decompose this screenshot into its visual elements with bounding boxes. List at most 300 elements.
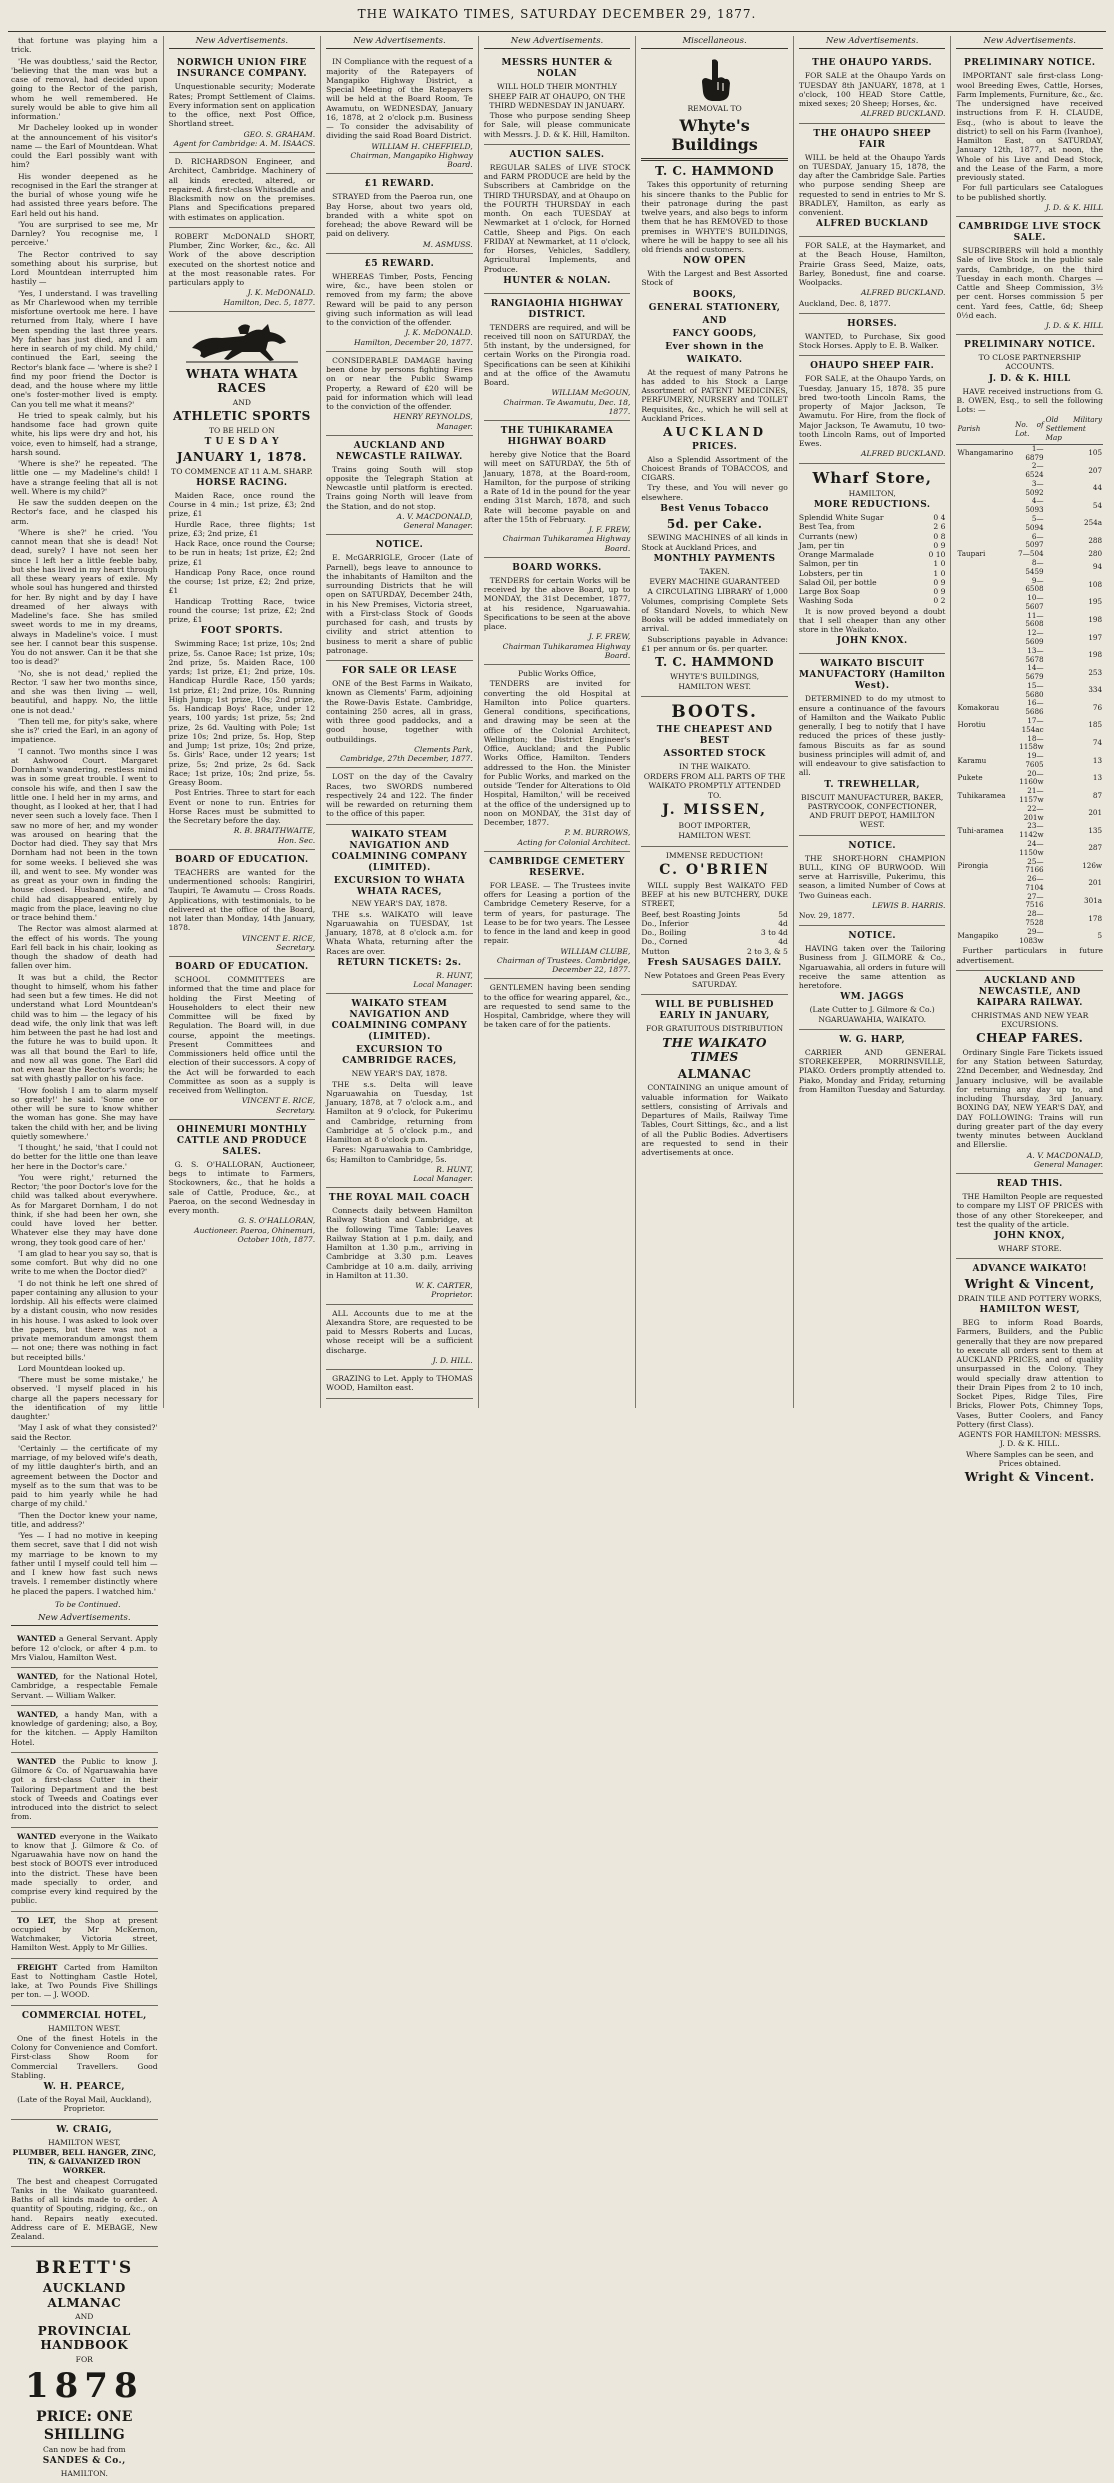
price-row: [641, 919, 788, 928]
boots-title: BOOTS.: [671, 702, 758, 723]
ad-title: W. G. HARP,: [839, 1034, 906, 1045]
small-ad: [11, 1828, 158, 1912]
ad-signature: W. K. CARTER,: [415, 1281, 473, 1291]
column-head: New Advertisements.: [799, 36, 946, 49]
table-row: [956, 822, 1103, 840]
price-row: [799, 596, 946, 605]
wright-trade: DRAIN TILE AND POTTERY WORKS,: [957, 1293, 1102, 1303]
story-paragraph: 'Then tell me, for pity's sake, where she is?' cried the Earl, in an agony of impatience.: [11, 716, 158, 745]
price-item: Splendid White Sugar: [798, 513, 884, 523]
almanac-price: PRICE: ONE SHILLING: [36, 2409, 133, 2443]
almanac-line-4: PROVINCIAL HANDBOOK: [37, 2323, 131, 2353]
notice-ad: [326, 436, 473, 536]
table-cell: 13—5678: [1025, 645, 1044, 664]
story-paragraph: 'Yes — I had no motive in keeping them secret, save that I did not wish my marriage to be known to my father until I myself could tell him — and I knew how fast such news travels. I remember distinctly where he placed the papers. I watched him.': [11, 1531, 158, 1596]
ad-signature-line: Agent for Cambridge: A. M. ISAACS.: [173, 138, 316, 148]
excursion-cambridge-ad: [326, 994, 473, 1188]
races-entries: Post Entries. Three to start for each Event or none to run. Entries for Horse Races must be submitted to the Secretary before the day.: [168, 788, 316, 826]
obrien-price-list: [641, 910, 788, 956]
ad-body: CARRIER AND GENERAL STOREKEEPER, MORRINSVILLE, PIAKO. Orders promptly attended to. Piako, Monday and Friday, returning from Hamilton Tuesday and Saturday.: [798, 1047, 946, 1094]
tuhikaramea-board-ad: [484, 421, 631, 558]
ad-body: WILL HOLD THEIR MONTHLY SHEEP FAIR AT OHAUPO, ON THE THIRD WEDNESDAY IN JANUARY.: [488, 82, 626, 110]
table-cell: 15—5680: [1025, 680, 1044, 699]
ad-body: G. S. O'HALLORAN, Auctioneer, begs to intimate to Farmers, Stockowners, &c., that he holds a sale of Cattle, Produce, &c., at Paeroa, on the second Wednesday in every month.: [168, 1159, 316, 1216]
racehorse-icon: [182, 318, 302, 364]
price-row: [641, 910, 788, 919]
small-ad-text: [11, 1757, 158, 1822]
table-row: [956, 515, 1103, 533]
stock-line: BOOKS,: [692, 289, 737, 300]
hammond-patent: At the request of many Patrons he has added to his Stock a Large Assortment of PATENT MEDICINES, PERFUMERY, NURSERY and TOILET Requisites, &c., which he will sell at Auckland Prices.: [641, 367, 788, 423]
ad-body: THE SHORT-HORN CHAMPION BULL, KING OF BURWOOD. Will serve at Harrisville, Pukerimu, this season, a limited Number of Cows at Two Guineas each.: [798, 853, 946, 900]
ad-signature-line: General Manager.: [403, 521, 473, 531]
table-header-cell: Parish: [956, 415, 1014, 444]
races-signature: R. B. BRAITHWAITE,: [233, 826, 316, 836]
hammond-library: A CIRCULATING LIBRARY of 1,000 Volumes, comprising Complete Sets of Standard Novels, to which New Books will be added immediately on arrival.: [641, 587, 788, 634]
race-event: Handicap Trotting Race, twice round the course; 1st prize, £2; 2nd prize, £1: [168, 596, 316, 625]
boots-sig-3: HAMILTON WEST.: [678, 831, 751, 841]
table-cell: Whangamarino: [957, 448, 1014, 458]
ad-title: AUCTION SALES.: [509, 149, 605, 160]
small-ad: [11, 1753, 158, 1828]
almanac-line-2: AUCKLAND ALMANAC: [42, 2281, 126, 2310]
table-row: [956, 787, 1103, 805]
story-paragraph: 'May I ask of what they consisted?' said the Rector.: [11, 1423, 158, 1442]
public-works-ad: [484, 665, 631, 852]
race-event: Handicap Pony Race, once round the course; 1st prize, £2; 2nd prize, £1: [168, 567, 316, 596]
table-cell: 254a: [1084, 518, 1103, 528]
table-row: [956, 893, 1103, 911]
story-paragraph: His wonder deepened as he recognised in the Earl the stranger at the burial of whose young wife he had assisted three years before. The Earl held out his hand.: [11, 171, 158, 218]
column-head: New Advertisements.: [326, 36, 473, 49]
table-cell: 108: [1088, 579, 1103, 589]
small-ad-text: [11, 1634, 158, 1662]
boots-sig-2: BOOT IMPORTER,: [678, 821, 751, 831]
table-cell: 7—504: [1018, 549, 1044, 559]
story-paragraph: 'I do not think he left one shred of paper containing any allusion to your lordship. All his effects were claimed by a distant cousin, who now resides in his house. I was asked to look over the papers, but there was not a private memorandum amongst them — not one; there was nothing in fact but receipted bills.': [11, 1278, 158, 1362]
pointing-hand-icon: [698, 58, 732, 102]
auction-sales-ad: [484, 145, 631, 294]
ad-title: THE OHAUPO SHEEP FAIR: [813, 128, 931, 150]
ad-signature-title: General Manager.: [1033, 1159, 1104, 1169]
ad-signature: ALFRED BUCKLAND.: [861, 288, 946, 298]
stock-line: Ever shown in the: [665, 341, 764, 352]
advance-waikato: ADVANCE WAIKATO!: [972, 1264, 1087, 1275]
price-item: Beef, best Roasting Joints: [641, 909, 741, 919]
price-value: 0 9: [933, 577, 946, 587]
table-cell: 24—1150w: [1019, 838, 1044, 857]
haymarket-ad: [799, 237, 946, 314]
notice-ad: [326, 254, 473, 352]
ad-signature: J. K. McDONALD.: [247, 288, 316, 298]
ad-body: One of the finest Hotels in the Colony for Convenience and Comfort. First-class Show Room for Commercial Travellers. Good Stabling.: [11, 2033, 158, 2080]
table-cell: 27—7516: [1025, 891, 1044, 910]
price-item: Jam, per tin: [798, 540, 845, 550]
price-item: Washing Soda: [798, 596, 854, 606]
table-cell: 201: [1088, 808, 1103, 818]
lots-table-body: [956, 444, 1103, 945]
ad-body: STRAYED from the Paeroa run, one Bay Horse, about two years old, branded with a white spot on forehead; the above Reward will be paid on delivery.: [326, 192, 473, 239]
almanac-year: 1878: [24, 2366, 144, 2406]
excursion-whata-ad: [326, 825, 473, 995]
auckland-word: AUCKLAND: [663, 425, 767, 440]
stock-line: WAIKATO.: [686, 354, 743, 365]
ad-title: £1 REWARD.: [364, 179, 435, 190]
column-1: [6, 36, 164, 2478]
ad-signature-line: Chairman. Te Awamutu, Dec. 18, 1877.: [503, 397, 631, 416]
ad-signature-line: Chairman of Trustees. Cambridge, December 22, 1877.: [496, 955, 631, 975]
ad-signature: A. V. MACDONALD,: [396, 511, 473, 521]
table-cell: 19—7605: [1025, 751, 1044, 769]
notice-ad: [326, 1305, 473, 1371]
masthead: [0, 0, 1114, 34]
story-paragraph: 'No, she is not dead,' replied the Rector. 'I saw her two months since, and she was then living — well, beautiful, and happy. No, the little one is not dead.': [11, 668, 158, 715]
table-cell: 76: [1092, 702, 1103, 712]
table-cell: 18—1158w: [1019, 733, 1044, 752]
small-ad-body: a handy Man, with a knowledge of gardening; also, a Boy, for the kitchen. — Apply Hamilton Hotel.: [11, 1709, 158, 1747]
ad-signature: JOHN KNOX,: [994, 1231, 1066, 1242]
ad-signature: G. S. O'HALLORAN,: [238, 1216, 316, 1226]
table-row: [956, 497, 1103, 515]
hammond-lines: [641, 290, 788, 366]
price-item: Orange Marmalade: [798, 550, 874, 560]
small-ad-head: WANTED,: [17, 1709, 59, 1719]
notice-ad: [169, 228, 316, 312]
ad-body: IMPORTANT sale first-class Long-wool Breeding Ewes, Cattle, Horses, Farm Implements, Furniture, &c., &c. The undersigned have received instructions from F. H. CLAUDE, Esq., (who is about to leave the district) to sell on his Farm (Ivanhoe), Hamilton East, on SATURDAY, January 12th, 1877, at noon, the Whole of his Live and Dead Stock, and the Lease of the Farm, a more previously stated.: [956, 71, 1104, 183]
table-cell: Pukete: [957, 773, 983, 783]
story-paragraph: He tried to speak calmly, but his handsome face had grown quite white, his lips were dry and hot, his voice, even to himself, had a strange, harsh sound.: [11, 410, 158, 457]
almanac-seller: SANDES & Co.,: [42, 2455, 126, 2466]
ad-signature-line: Chairman Tuhikaramea Highway Board.: [502, 641, 631, 660]
ad-title: AUCKLAND AND NEWCASTLE, AND KAIPARA RAILWAY.: [976, 975, 1083, 1008]
ohinemuri-sales-ad: [169, 1120, 316, 1248]
table-cell: 13: [1092, 773, 1103, 783]
table-cell: [956, 594, 1014, 612]
table-row: [956, 550, 1103, 559]
wharf-signature: JOHN KNOX.: [836, 636, 908, 647]
table-cell: 28—7528: [1025, 909, 1044, 927]
ad-title: EXCURSION TO WHATA WHATA RACES,: [333, 875, 465, 897]
boots-line-1: THE CHEAPEST AND BEST: [656, 725, 773, 747]
ad-signature: WILLIAM McGOUN,: [551, 388, 631, 398]
story-paragraph: 'How foolish I am to alarm myself so greatly!' he said. 'Some one or other will be sure to know whither the woman has gone. She may have taken the child with her, and be living quietly somewhere.': [11, 1085, 158, 1141]
table-cell: 288: [1088, 536, 1103, 545]
masthead-title: THE WAIKATO TIMES, SATURDAY DECEMBER 29, 1877.: [357, 7, 757, 21]
price-item: Do., Inferior: [641, 918, 689, 928]
table-row: [956, 533, 1103, 551]
hammond-stock: With the Largest and Best Assorted Stock of: [641, 269, 788, 288]
wharf-note: It is now proved beyond a doubt that I sell cheaper than any other store in the Waikato.: [798, 606, 946, 635]
column-3-tail: [326, 1305, 473, 1399]
table-cell: 253: [1088, 667, 1103, 677]
boots-signature: J. MISSEN,: [662, 801, 767, 818]
ad-title: W. CRAIG,: [56, 2124, 113, 2135]
ad-title: Public Works Office,: [518, 669, 597, 679]
wharf-price-list: [799, 513, 946, 606]
wright-vincent-ad: [956, 1259, 1103, 1490]
ad-body: FOR LEASE. — The Trustees invite offers for Leasing a portion of the Cambridge Cemetery Reserve, for a term of years, for pasturage. The Lease to be for two years. The Lessee to fence in the land and keep in good repair.: [483, 880, 631, 946]
venus-price: 5d. per Cake.: [666, 516, 763, 531]
ad-body: Unquestionable security; Moderate Rates; Prompt Settlement of Claims. Every information sent on application to the office, next Post Office, Shortland street.: [168, 82, 316, 129]
table-cell: [956, 533, 1014, 551]
now-open: NOW OPEN: [683, 256, 747, 267]
price-item: Do., Boiling: [641, 928, 687, 938]
table-cell: 8—5459: [1025, 557, 1044, 576]
notice-ad: [169, 53, 316, 153]
table-cell: [956, 647, 1014, 665]
wharf-sub: HAMILTON,: [848, 488, 896, 498]
times-almanac: ALMANAC: [677, 1066, 752, 1081]
table-cell: 135: [1088, 825, 1103, 835]
table-cell: [956, 893, 1014, 911]
price-value: 1 0: [933, 568, 946, 578]
horses-wanted-ad: [799, 314, 946, 356]
ad-body: WANTED, to Purchase, Six good Stock Horses. Apply to E. B. Walker.: [798, 331, 946, 351]
column-3-ads: [326, 53, 473, 824]
ad-title: BOARD WORKS.: [512, 562, 602, 573]
ad-signature-line: (Late of the Royal Mail, Auckland), Proprietor.: [17, 2095, 152, 2114]
table-cell: 4—5093: [1025, 496, 1044, 515]
table-cell: 94: [1092, 562, 1103, 572]
reduction-head: IMMENSE REDUCTION!: [665, 850, 764, 860]
table-row: [956, 752, 1103, 770]
table-cell: 74: [1092, 737, 1103, 747]
ad-body: ROBERT McDONALD SHORT, Plumber, Zinc Worker, &c., &c. All Work of the above description executed on the shortest notice and at the most reasonable rates. For particulars apply to: [168, 231, 316, 288]
stock-line: AND: [702, 315, 727, 326]
hammond-subs: Subscriptions payable in Advance: £1 per annum or 6s. per quarter.: [641, 634, 788, 653]
table-cell: [956, 515, 1014, 533]
ad-title: BOARD OF EDUCATION.: [175, 962, 309, 973]
table-header-cell: No. of Lot.: [1014, 415, 1045, 444]
taken: TAKEN.: [699, 566, 730, 576]
price-value: 4d: [778, 937, 788, 947]
ad-body: The best and cheapest Corrugated Tanks in the Waikato guaranteed. Baths of all kinds made to order. A quantity of Spouting, ridging, &c., on hand. Repairs neatly executed. Address care of E. MEBAGE, New Zealand.: [11, 2176, 158, 2242]
story-paragraph: It was but a child, the Rector thought to himself, whom his father had seen but a few times. He did not understand what Lord Mountdean's child was to him — the legacy of his dead wife, the only link that was left him between the past he had lost and the future he was to build upon. It was all that bound the Earl to life, and now all was gone. The Earl did not even hear the Rector's words; he sat with ghastly pallor on his face.: [11, 972, 158, 1084]
story-paragraph: Lord Mountdean looked up.: [18, 1363, 125, 1373]
story-paragraph: 'I am glad to hear you say so, that is some comfort. But why did no one write to me when the Doctor died?': [11, 1248, 158, 1277]
boots-line-3: IN THE WAIKATO.: [678, 761, 751, 771]
column-1-ads-head: New Advertisements.: [11, 1613, 158, 1626]
removal-caption: REMOVAL TO: [687, 104, 742, 114]
table-row: [956, 480, 1103, 498]
ad-title: NOTICE.: [848, 931, 896, 942]
price-item: Currants (new): [798, 531, 858, 541]
ad-signature: J. D. & K. HILL: [1045, 202, 1104, 212]
table-cell: [956, 559, 1014, 577]
story-paragraph: He saw the sudden deepen on the Rector's face, and he clasped his arm.: [11, 498, 158, 526]
sheep-fair-ohaupo-ad: [484, 53, 631, 144]
ad-body: Connects daily between Hamilton Railway Station and Cambridge, at the following Time Table: Leaves Railway Station at 1 p.m. daily, and Hamilton at 1.30 p.m., arriving in Cambridge at 3.30 p.m. Leaves Cambridge at 10 a.m. daily, arriving in Hamilton at 11.30.: [326, 1206, 473, 1280]
ad-signature-title: Secretary.: [276, 942, 316, 952]
table-cell: 5—5094: [1025, 514, 1044, 532]
ad-date: NEW YEAR'S DAY, 1878.: [351, 899, 448, 909]
small-ad-text: [11, 1710, 158, 1747]
table-cell: 17—154ac: [1021, 716, 1044, 734]
table-row: [956, 444, 1103, 462]
notice-ad: [326, 352, 473, 436]
ad-body: THE Hamilton People are requested to compare my LIST OF PRICES with those of any other Storekeeper, and test the quality of the article.: [956, 1192, 1104, 1229]
ad-signature: HUNTER & NOLAN.: [503, 275, 611, 286]
ad-body: E. McGARRIGLE, Grocer (Late of Parnell), begs leave to announce to the inhabitants of Hamilton and the surrounding Districts that he will open on SATURDAY, December 24th, in his New Premises, Victoria street, with a First-class Stock of Goods purchased for cash, and trusts by civility and strict attention to business to merit a share of public patronage.: [326, 553, 473, 655]
ad-body: FOR SALE, at the Ohaupo Yards, on Tuesday, January 15, 1878. 35 pure bred two-tooth Lincoln Rams, the property of Major Jackson, Te Awamutu. For Hire, from the flock of Major Jackson, Te Awamutu, 10 two-tooth Lincoln Rams, out of Imported Ewes.: [798, 374, 946, 449]
ad-body: GRAZING to Let. Apply to THOMAS WOOD, Hamilton east.: [326, 1374, 473, 1393]
table-row: [956, 699, 1103, 717]
obrien-note-2: New Potatoes and Green Peas Every SATURDAY.: [644, 970, 785, 990]
ad-body: ALL Accounts due to me at the Alexandra Store, are requested to be paid to Messrs Roberts and Lucas, whose receipt will be a sufficient discharge.: [326, 1308, 473, 1355]
rangiaohia-district-ad: [484, 294, 631, 421]
masthead-rule: [8, 31, 1106, 32]
table-cell: [956, 480, 1014, 498]
times-head: WILL BE PUBLISHED EARLY IN JANUARY,: [655, 1000, 774, 1022]
story-paragraph: 'Where is she?' he cried. 'You cannot mean that she is dead! Not dead, surely? I have not seen her since I left her a little feeble baby, but she has lived in my heart through all these weary years of exile. My whole soul has hungered and thirsted for her. By night and by day I have dreamed of her always with Madeline's face. She has smiled sweet words to me in my dreams, always in Madeline's voice. I must see her. I cannot bear this suspense. You do not answer. Can it be that she too is dead?': [11, 527, 158, 667]
table-cell: 287: [1088, 843, 1103, 853]
table-cell: [956, 497, 1014, 515]
small-ad-body: everyone in the Waikato to know that J. Gilmore & Co. of Ngaruawahia have now on hand the best stock of BOOTS ever introduced into the district. These have been made specially to order, and comprise every kind required by the public.: [11, 1831, 158, 1906]
ad-note: Those who purpose sending Sheep for Sale, will please communicate with Messrs. J. D. & K. Hill, Hamilton.: [483, 111, 631, 139]
ad-signature: M. ASMUSS.: [422, 239, 473, 249]
ad-body: HAVE received instructions from G. B. OWEN, Esq., to sell the following Lots: —: [956, 386, 1104, 415]
table-cell: [956, 735, 1014, 753]
ad-note: Further particulars in future advertisement.: [956, 946, 1104, 965]
table-cell: 16—5686: [1025, 698, 1044, 717]
ad-signature-line: Chairman, Mangapiko Highway Board.: [350, 150, 473, 170]
small-ad-body: Carted from Hamilton East to Nottingham Castle Hotel, lake, at Two Pounds Five Shillings per ton. — J. WOOD.: [11, 1962, 158, 2000]
times-almanac-ad: [641, 995, 788, 1162]
table-cell: 334: [1088, 685, 1103, 695]
venus-tobacco: Best Venus Tobacco: [660, 503, 769, 514]
story-paragraph: 'I thought,' he said, 'that I could not do better for the little one than leave her here in the Doctor's care.': [11, 1143, 158, 1171]
ad-signature: J. D. & K. HILL: [1045, 321, 1104, 331]
races-signature-title: Hon. Sec.: [277, 835, 316, 845]
biscuit-factory-ad: [799, 654, 946, 835]
prices-word: PRICES.: [691, 441, 738, 452]
ad-title: BOARD OF EDUCATION.: [175, 854, 309, 865]
table-cell: [956, 910, 1014, 928]
ad-signature: J. K. McDONALD.: [405, 328, 473, 338]
ad-title: THE TUHIKARAMEA HIGHWAY BOARD: [500, 426, 614, 448]
table-cell: Pirongia: [957, 860, 989, 870]
price-value: 3 to 4d: [760, 928, 788, 938]
table-row: [956, 717, 1103, 735]
price-row: [799, 541, 946, 550]
story-paragraph: 'Yes, I understand. I was travelling as Mr Charlewood when my terrible misfortune overtook me here. I have returned from Italy, where I have been spending the last three years. My father has just died, and I am here in search of my child. My child,' continued the Earl, seeing the Rector's blank face — 'where is she? I find my poor friend the Doctor is dead, and the house where my little one's foster-mother lived is empty. Can you tell me what it means?': [11, 288, 158, 409]
board-education-committees: [169, 957, 316, 1120]
table-cell: 12—5609: [1025, 628, 1044, 646]
small-ad-head: FREIGHT: [17, 1962, 58, 1972]
table-row: [956, 770, 1103, 788]
ad-signature: WILLIAM CLUBE,: [560, 946, 631, 956]
story-paragraph: The Rector contrived to say something about his surprise, but Lord Mountdean interrupted him hastily —: [11, 249, 158, 287]
table-cell: 2—6524: [1025, 461, 1044, 480]
boots-ad: [641, 697, 788, 846]
bull-notice-ad: [799, 836, 946, 927]
small-ad: [11, 1912, 158, 1959]
serial-story: [11, 36, 158, 1596]
ad-signature: T. TREWHELLAR,: [824, 779, 920, 790]
races-title: WHATA WHATA RACES: [185, 366, 298, 396]
wright-signature: Wright & Vincent.: [964, 1470, 1095, 1485]
price-item: Lobsters, per tin: [798, 568, 863, 578]
column-2-ads: [169, 53, 316, 311]
story-paragraph: Mr Dacheley looked up in wonder at the announcement of his visitor's name — the Earl of Mountdean. What could the Earl possibly want with him?: [11, 123, 158, 170]
small-ad-text: [11, 1916, 158, 1953]
ad-title: HORSES.: [847, 318, 898, 329]
almanac-town: HAMILTON.: [60, 2468, 108, 2478]
column-head: New Advertisements.: [484, 36, 631, 49]
rule: [641, 158, 788, 161]
table-cell: 201: [1088, 878, 1103, 888]
ad-body: hereby give Notice that the Board will meet on SATURDAY, the 5th of January, 1878, at the Board-room, Hamilton, for the purpose of striking a Rate of 1d in the pound for the year ending 31st March, 1878, and such Rate will become payable on and after the 15th of February.: [483, 450, 631, 524]
table-row: [956, 805, 1103, 823]
price-item: Mutton: [641, 946, 670, 956]
table-cell: [956, 612, 1014, 630]
ad-body: DETERMINED to do my utmost to ensure a continuance of the favours of Hamilton and the Waikato Public generally, I beg to notify that I have reduced the prices of these justly-famous Biscuits as far as sound business principles will admit of, and will endeavour to give satisfaction to all.: [798, 694, 946, 778]
cheap-fares: CHEAP FARES.: [976, 1031, 1084, 1046]
column-head: New Advertisements.: [169, 36, 316, 49]
table-row: [956, 577, 1103, 595]
column-6: [794, 36, 952, 1408]
table-cell: 87: [1092, 790, 1103, 800]
lots-table: [956, 415, 1103, 945]
table-cell: 9—6508: [1025, 575, 1044, 594]
wright-agents: AGENTS FOR HAMILTON: MESSRS. J. D. & K. HILL.: [958, 1430, 1102, 1449]
ad-note: For full particulars see Catalogues to be published shortly.: [956, 183, 1104, 202]
times-body: CONTAINING an unique amount of valuable information for Waikato settlers, consisting of Arrivals and Departures of Mails, Railway Time Tables, Court Sittings, &c., and a list of all the Public Bodies. Advertisers are requested to send in their advertisements at once.: [641, 1083, 788, 1158]
notice-ad: [326, 535, 473, 661]
races-sub: AND: [232, 398, 251, 408]
table-cell: 26—7104: [1025, 874, 1044, 892]
ad-body: FOR SALE, at the Haymarket, and at the Beach House, Hamilton, Prairie Grass Seed, Maize, oats, Barley, Bonedust, fine and coarse. Woolpacks.: [798, 241, 946, 288]
price-row: [641, 928, 788, 937]
small-ad-text: [11, 1832, 158, 1906]
ad-body: SUBSCRIBERS will hold a monthly Sale of live Stock in the public sale yards, Cambridge, on the third Tuesday in each month. Charges — Cattle and Sheep Commission, 3½ per cent. Horses commission 5 per cent. Yard fees, Cattle, 6d; Sheep 0½d each.: [956, 246, 1104, 320]
ad-title: PRELIMINARY NOTICE.: [964, 58, 1096, 69]
ad-signature-title: Secretary.: [276, 1105, 316, 1115]
wharf-title: Wharf Store,: [812, 468, 932, 487]
ad-body: HAVING taken over the Tailoring Business from J. GILMORE & Co., Ngaruawahia, all orders in future will receive the same attention as heretofore.: [798, 944, 946, 991]
notice-ad: [169, 153, 316, 228]
ad-signature: VINCENT E. RICE,: [241, 933, 316, 943]
table-cell: 5: [1097, 931, 1103, 941]
table-row: [956, 664, 1103, 682]
ad-signature-line: Manager.: [436, 421, 473, 431]
price-value: 1 0: [933, 559, 946, 569]
table-cell: 14—5679: [1025, 663, 1044, 682]
table-cell: Mangapiko: [957, 931, 999, 941]
ad-title: EXCURSION TO CAMBRIDGE RACES,: [342, 1045, 457, 1067]
column-7: [951, 36, 1108, 1485]
ad-signature: Clements Park,: [414, 744, 473, 754]
table-cell: Taupari: [957, 549, 986, 559]
ad-title: £5 REWARD.: [364, 258, 435, 269]
almanac-from: Can now be had from: [42, 2444, 126, 2454]
almanac-line-5: FOR: [75, 2354, 93, 2364]
ad-signature-title: Proprietor.: [431, 1290, 473, 1300]
ad-signature: R. HUNT,: [436, 1164, 473, 1174]
price-row: [641, 947, 788, 956]
story-paragraph: 'You are surprised to see me, Mr Darnley? You recognise me, I perceive.': [11, 219, 158, 248]
ad-body: TENDERS are invited for converting the old Hospital at Hamilton into Police quarters. General conditions, specifications, and drawing may be seen at the office of the Colonial Architect, Wellington; the District Engineer's Office, Auckland; and the Public Works Office, Hamilton. Tenders addressed to the Hon. the Minister for Public Works, and marked on the outside 'Tender for Alterations to Old Hospital, Hamilton,' will be received at the office of the undersigned up to noon on MONDAY, the 31st day of December, 1877.: [483, 679, 631, 828]
horse-racing-head: HORSE RACING.: [196, 478, 288, 489]
ad-title: CAMBRIDGE CEMETERY RESERVE.: [489, 856, 625, 878]
table-cell: Komakorau: [957, 702, 1000, 712]
whytes-buildings-title: Whyte's Buildings: [671, 115, 758, 155]
column-5: [636, 36, 794, 1408]
table-cell: 21—1157w: [1019, 786, 1044, 805]
ad-date: NEW YEAR'S DAY, 1878.: [351, 1069, 448, 1079]
obrien-butchery-ad: [641, 847, 788, 996]
notice-ad: [326, 768, 473, 824]
